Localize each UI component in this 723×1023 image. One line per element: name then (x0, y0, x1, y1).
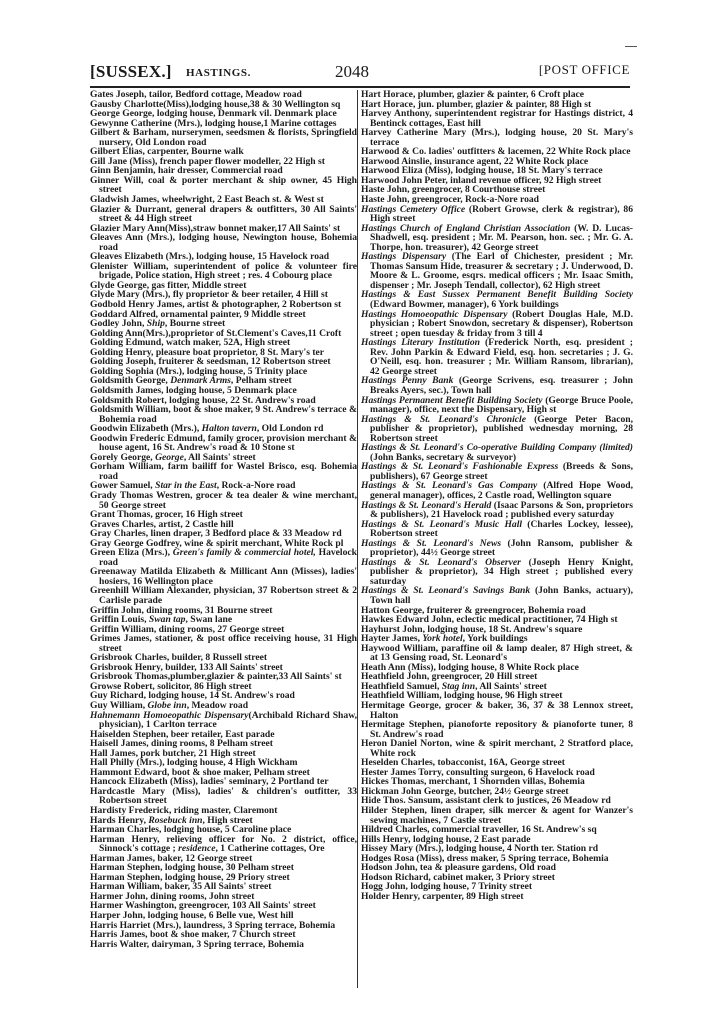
entry-text: Gilbert Elias, carpenter, Bourne walk (90, 146, 244, 158)
directory-entry (361, 415, 633, 444)
right-column (357, 90, 633, 988)
entry-text: Harvey Catherine Mary (Mrs.), lodging house, 20 St. Mary's terrace (361, 127, 633, 148)
entry-text: Green Eliza (Mrs.), (90, 547, 173, 559)
directory-entry (361, 481, 633, 500)
directory-entry (90, 548, 357, 567)
entry-text: Grisbrook Charles, builder, 8 Russell street (90, 652, 268, 664)
entry-text: Heselden Charles, tobacconist, 16A, George street (361, 757, 565, 769)
entry-text: Glyde George, gas fitter, Middle street (90, 279, 247, 291)
entry-text: Golding Sophia (Mrs.), lodging house, 5 Trinity place (90, 365, 308, 377)
entry-business-name: Hastings & St. Leonard's Savings Bank (361, 585, 531, 597)
directory-entry (361, 701, 633, 720)
directory-entry (361, 205, 633, 224)
entry-text: Hayhurst John, lodging house, 18 St. Andrew's square (361, 623, 583, 635)
entry-text: Haste John, greengrocer, Rock-a-Nore road (361, 194, 539, 206)
entry-text: Gray Charles, linen draper, 3 Bedford place & 33 Meadow rd (90, 528, 342, 540)
directory-entry (361, 128, 633, 147)
entry-text: Golding Edmund, watch maker, 52A, High street (90, 337, 291, 349)
directory-entry (90, 233, 357, 252)
entry-text: , All Saints' street (475, 680, 547, 692)
entry-text: Grisbrook Henry, builder, 133 All Saints' street (90, 661, 283, 673)
entry-text: Glazier & Durrant, general drapers & outfitters, 30 All Saints' street & 44 High street (90, 203, 357, 225)
entry-text: Griffin John, dining rooms, 31 Bourne street (90, 604, 273, 616)
directory-entry (361, 290, 633, 309)
entry-business-name: Ship (146, 318, 165, 330)
entry-business-name: Hastings Cemetery Office (361, 203, 466, 215)
entry-text: Grisbrook Thomas,plumber,glazier & painter,33 All Saints' st (90, 671, 342, 683)
directory-entry (90, 835, 357, 854)
entry-text: , Bourne street (164, 318, 226, 330)
entry-text: Ginn Benjamin, hair dresser, Commercial road (90, 165, 283, 177)
entry-text: Hancock Elizabeth (Miss), ladies' seminary, 2 Portland ter (90, 776, 329, 788)
entry-text: Hide Thos. Sansum, assistant clerk to justices, 26 Meadow rd (361, 795, 611, 807)
entry-business-name: Hastings Church of England Christian Association (361, 222, 571, 234)
entry-text: Glazier Mary Ann(Miss),straw bonnet maker,17 All Saints' st (90, 222, 341, 234)
directory-entry (90, 634, 357, 653)
directory-entry (361, 892, 633, 902)
entry-text: (George Scrivens, esq. treasurer ; John Breaks Ayers, sec.), Town hall (370, 375, 633, 396)
entry-business-name: Stag inn (441, 680, 476, 692)
entry-text: Hissey Mary (Mrs.), lodging house, 4 North ter. Station rd (361, 843, 599, 855)
entry-text: , All Saints' street (183, 451, 256, 463)
entry-text: Hammont Edward, boot & shoe maker, Pelham street (90, 766, 310, 778)
entry-text: Harris Walter, dairyman, 3 Spring terrace, Bohemia (90, 938, 304, 950)
entry-text: , Pelham street (230, 375, 292, 387)
entry-text: Goldsmith James, lodging house, 5 Denmark place (90, 384, 297, 396)
directory-entry (90, 491, 357, 510)
entry-text: Gill Jane (Miss), french paper flower modeller, 22 High st (90, 155, 325, 167)
entry-text: Golding Henry, pleasure boat proprietor, 8 St. Mary's ter (90, 346, 325, 358)
entry-text: Harman Henry, relieving officer for No. 2 district, office, Sinnock's cottage ; (90, 833, 357, 855)
directory-entry (361, 462, 633, 481)
entry-text: George George, lodging house, Denmark vil. Denmark place (90, 108, 337, 120)
entry-text: Godley John, (90, 318, 147, 330)
directory-entry (90, 787, 357, 806)
directory-entry (361, 310, 633, 339)
entry-text: Hawkes Edward John, eclectic medical practitioner, 74 High st (361, 614, 618, 626)
entry-text: Hart Horace, jun. plumber, glazier & painter, 88 High st (361, 98, 592, 110)
directory-entry (90, 434, 357, 453)
entry-business-name: Hastings & St. Leonard's Observer (361, 556, 521, 568)
entry-text: , York buildings (462, 633, 528, 645)
directory-entry (90, 128, 357, 147)
header-rule (90, 86, 630, 88)
directory-entry (361, 539, 633, 558)
entry-text: (The Earl of Chichester, president ; Mr. Thomas Sansum Hide, treasurer & secretary ; J. Underwood, D. Moore & L. Groome, esqrs. medical officers ; Mr. Isaac Smith, dispenser ; Mr. Joseph Tendall, collector), 62 High street (370, 251, 633, 291)
entry-text: Harwood Ainslie, insurance agent, 22 White Rock place (361, 155, 589, 167)
entry-text: Heron Daniel Norton, wine & spirit merchant, 2 Stratford place, White rock (361, 738, 633, 759)
entry-text: Goldsmith George, (90, 375, 171, 387)
entry-text: Harman James, baker, 12 George street (90, 852, 253, 864)
directory-entry (90, 711, 357, 730)
entry-text: , Swan lane (185, 614, 233, 626)
entry-text: , Rock-a-Nore road (216, 480, 296, 492)
directory-entry (361, 520, 633, 539)
entry-text: Hogg John, lodging house, 7 Trinity street (361, 881, 533, 893)
entry-text: Hart Horace, plumber, glazier & painter, 6 Croft place (361, 89, 585, 100)
entry-text: Golding Joseph, fruiterer & seedsman, 12 Robertson street (90, 356, 331, 368)
entry-text: Harwood & Co. ladies' outfitters & lacemen, 22 White Rock place (361, 146, 631, 158)
entry-text: Hills Henry, lodging house, 2 East parade (361, 833, 531, 845)
entry-text: Gilbert & Barham, nurserymen, seedsmen & florists, Springfield nursery, Old London road (90, 127, 357, 148)
entry-business-name: Halton tavern (201, 423, 257, 435)
entry-text: Haiselden Stephen, beer retailer, East parade (90, 728, 275, 740)
entry-text: Harman Stephen, lodging house, 30 Pelham street (90, 862, 294, 874)
entry-business-name: residence (178, 843, 216, 855)
entry-business-name: Hastings & St. Leonard's Fashionable Express (361, 461, 559, 473)
entry-text: (Charles Lockey, lessee), Robertson street (370, 518, 633, 540)
entry-business-name: Hastings & St. Leonard's Herald (361, 499, 492, 511)
entry-text: Gorely George, (90, 451, 156, 463)
entry-text: Hodson John, tea & pleasure gardens, Old road (361, 862, 557, 874)
entry-text: Harper John, lodging house, 6 Belle vue, West hill (90, 910, 294, 922)
entry-text: Harris James, boot & shoe maker, 7 Church street (90, 929, 296, 941)
entry-text: Gower Samuel, (90, 480, 156, 492)
entry-text: (Robert Douglas Hale, M.D. physician ; Robert Snowdon, secretary & dispenser), Robertson street ; open tuesday & friday from 3 till 4 (370, 308, 633, 339)
entry-text: Hayter James, (361, 633, 423, 645)
entry-text: (Archibald Richard Shaw, physician), 1 Carlton terrace (99, 709, 357, 731)
entry-business-name: Denmark Arms (170, 375, 231, 387)
directory-entry (90, 262, 357, 281)
directory-entry (90, 462, 357, 481)
entry-text: (W. D. Lucas-Shadwell, esq. president ; Mr. M. Pearson, hon. sec. ; Mr. G. A. Thorpe, hon. treasurer), 42 George street (370, 222, 634, 253)
entry-text: (Alfred Hope Wood, general manager), offices, 2 Castle road, Wellington square (370, 480, 634, 501)
entry-business-name: Hastings & East Sussex Permanent Benefit Building Society (361, 289, 633, 301)
entry-business-name: Hastings Literary Institution (361, 337, 480, 349)
entry-business-name: George (155, 451, 184, 463)
entry-text: Hickes Thomas, merchant, 1 Shornden villas, Bohemia (361, 776, 585, 788)
entry-text: Harwood Eliza (Miss), lodging house, 18 St. Mary's terrace (361, 165, 603, 177)
entry-text: Goodwin Elizabeth (Mrs.), (90, 423, 202, 435)
directory-entry (90, 405, 357, 424)
entry-text: Hermitage Stephen, pianoforte repository & pianoforte tuner, 8 St. Andrew's road (361, 719, 633, 740)
entry-text: Growse Robert, solicitor, 86 High street (90, 680, 252, 692)
entry-text: Greenaway Matilda Elizabeth & Millicant Ann (Misses), ladies' hosiers, 16 Wellington place (90, 566, 357, 587)
entry-text: Graves Charles, artist, 2 Castle hill (90, 518, 234, 530)
entry-text: Greenhill William Alexander, physician, 37 Robertson street & 2 Carlisle parade (90, 585, 357, 606)
entry-text: Harman Charles, lodging house, 5 Caroline place (90, 824, 292, 836)
directory-entry (361, 443, 633, 462)
entry-business-name: Hahnemann Homoeopathic Dispensary (90, 709, 249, 721)
entry-text: Guy Richard, lodging house, 14 St. Andrew's road (90, 690, 295, 702)
entry-text: Hodson Richard, cabinet maker, 3 Priory street (361, 871, 555, 883)
entry-text: (Breeds & Sons, publishers), 67 George street (370, 461, 633, 482)
directory-entry (361, 501, 633, 520)
entry-text: Guy William, (90, 700, 148, 711)
entry-text: Gladwish James, wheelwright, 2 East Beach st. & West st (90, 194, 324, 206)
entry-text: Haywood William, paraffine oil & lamp dealer, 87 High street, & at 13 Gensing road, St. Leonard's (361, 642, 633, 664)
town-heading: HASTINGS. (186, 67, 252, 79)
directory-entry (361, 224, 633, 253)
entry-text: Goldsmith William, boot & shoe maker, 9 St. Andrew's terrace & Bohemia road (90, 404, 357, 425)
entry-text: Harvey Anthony, superintendent registrar for Hastings district, 4 Bentinck cottages, East hill (361, 108, 633, 129)
entry-text: Hall James, pork butcher, 21 High street (90, 747, 256, 759)
entry-text: (Frederick North, esq. president ; Rev. John Parkin & Edward Field, esq. hon. secretaries ; J. G. O'Neill, esq. hon. treasurer ; Mr. William Ransom, librarian), 42 George street (370, 337, 633, 377)
publisher-heading: [POST OFFICE (538, 62, 630, 77)
directory-entry (90, 940, 357, 950)
entry-text: Gorham William, farm bailiff for Wastel Brisco, esq. Bohemia road (90, 461, 357, 482)
entry-text: (Joseph Henry Knight, publisher & proprietor), 34 High street ; published every saturday (370, 556, 634, 587)
entry-business-name: Hastings & St. Leonard's News (361, 537, 502, 549)
entry-text: Goldsmith Robert, lodging house, 22 St. Andrew's road (90, 394, 316, 406)
entry-business-name: Hastings Permanent Benefit Building Society (361, 394, 543, 406)
entry-business-name: Rosebuck inn (148, 814, 203, 826)
entry-text: (Robert Growse, clerk & registrar), 86 High street (370, 203, 633, 225)
directory-entry (361, 806, 633, 825)
directory-entry (361, 338, 633, 376)
entry-text: (Edward Bowmer, manager), 6 York buildings (370, 299, 559, 311)
left-column (90, 90, 357, 949)
directory-entry (90, 567, 357, 586)
entry-text: Hatton George, fruiterer & greengrocer, Bohemia road (361, 604, 586, 616)
entry-business-name: Green's family & commercial hotel, (172, 547, 316, 559)
directory-entry (361, 396, 633, 415)
entry-text: Hildred Charles, commercial traveller, 16 St. Andrew's sq (361, 824, 597, 836)
entry-text: Glyde Mary (Mrs.), fly proprietor & beer retailer, 4 Hill st (90, 289, 328, 301)
entry-business-name: Star in the East (155, 480, 217, 492)
entry-text: Hodges Rosa (Miss), dress maker, 5 Spring terrace, Bohemia (361, 852, 609, 864)
entry-business-name: Hastings Penny Bank (361, 375, 454, 387)
entry-text: (George Peter Bacon, publisher & proprietor), published wednesday morning, 28 Robertson street (370, 413, 633, 444)
entry-text: Gewynne Catherine (Mrs.), lodging house,1 Marine cottages (90, 117, 337, 129)
entry-business-name: Swan tap (148, 614, 186, 626)
entry-business-name: Hastings & St. Leonard's Co-operative Building Company (limited) (361, 442, 633, 454)
entry-text: Harmer John, dining rooms, John street (90, 890, 255, 902)
entry-text: Gausby Charlotte(Miss),lodging house,38 & 30 Wellington sq (90, 98, 341, 110)
entry-text: (John Ransom, publisher & proprietor), 44½ George street (370, 537, 633, 559)
county-heading: [SUSSEX.] (90, 62, 172, 81)
directory-entry (90, 176, 357, 195)
entry-text: Heathfield William, lodging house, 96 High street (361, 690, 563, 702)
entry-text: Haisell James, dining rooms, 8 Pelham street (90, 738, 273, 750)
page-corner-mark (625, 46, 637, 47)
entry-text: Goddard Alfred, ornamental painter, 9 Middle street (90, 308, 306, 320)
directory-entry (361, 109, 633, 128)
entry-text: Griffin Louis, (90, 614, 149, 626)
entry-business-name: Hastings & St. Leonard's Gas Company (361, 480, 538, 492)
directory-entry (361, 252, 633, 290)
entry-business-name: Hastings Homoeopathic Dispensary (361, 308, 508, 320)
entry-text: Hilder Stephen, linen draper, silk mercer & agent for Wanzer's sewing machines, 7 Castle street (361, 805, 633, 826)
entry-text: Goodwin Frederic Edmund, family grocer, provision merchant & house agent, 16 St. Andrew's road & 10 Stone st (90, 432, 357, 454)
directory-entry (361, 720, 633, 739)
entry-business-name: Hastings Dispensary (361, 251, 447, 263)
page-number: 2048 (335, 62, 369, 81)
page-header (90, 62, 630, 84)
entry-text: , Meadow road (186, 700, 249, 711)
entry-text: , 1 Catherine cottages, Ore (215, 843, 325, 855)
directory-entry (90, 205, 357, 224)
entry-text: , High street (202, 814, 253, 826)
entry-text: Holder Henry, carpenter, 89 High street (361, 890, 524, 902)
directory-entry (361, 739, 633, 758)
entry-text: Heathfield John, greengrocer, 20 Hill street (361, 671, 538, 683)
entry-business-name: York hotel (422, 633, 463, 645)
entry-text: Hall Philly (Mrs.), lodging house, 4 High Wickham (90, 757, 298, 769)
entry-text: Gleaves Elizabeth (Mrs.), lodging house, 15 Havelock road (90, 251, 330, 263)
entry-text: Hards Henry, (90, 814, 149, 826)
entry-text: Glenister William, superintendent of police & volunteer fire brigade, Police station, High street ; res. 4 Cobourg place (90, 260, 357, 282)
entry-text: Gleaves Ann (Mrs.), lodging house, Newington house, Bohemia road (90, 232, 357, 253)
entry-business-name: Hastings & St. Leonard's Chronicle (361, 413, 526, 425)
entry-text: Harmer Washington, greengrocer, 103 All Saints' street (90, 900, 316, 912)
entry-text: Griffin William, dining rooms, 27 George street (90, 623, 285, 635)
entry-text: Hester James Torry, consulting surgeon, 6 Havelock road (361, 766, 595, 778)
entry-text: Godbold Henry James, artist & photographer, 2 Robertson st (90, 299, 342, 311)
entry-text: Heath Ann (Miss), lodging house, 8 White Rock place (361, 661, 579, 673)
entry-text: Golding Ann(Mrs.),proprietor of St.Clement's Caves,11 Croft (90, 327, 342, 339)
entry-text: Hickman John George, butcher, 24½ George street (361, 785, 569, 797)
directory-entry (361, 376, 633, 395)
entry-text: (Isaac Parsons & Son, proprietors & publishers), 21 Havelock road ; published every saturday (370, 499, 633, 521)
directory-entry (361, 558, 633, 587)
entry-text: Harris Harriet (Mrs.), laundress, 3 Spring terrace, Bohemia (90, 919, 336, 931)
entry-text: Hermitage George, grocer & baker, 36, 37 & 38 Lennox street, Halton (361, 700, 633, 721)
entry-text: Harman Stephen, lodging house, 29 Priory street (90, 871, 290, 883)
entry-text: Ginner Will, coal & porter merchant & ship owner, 45 High street (90, 174, 357, 196)
directory-entry (361, 586, 633, 605)
entry-text: Gray George Godfrey, wine & spirit merchant, White Rock pl (90, 537, 344, 549)
entry-text: , Old London rd (256, 423, 324, 435)
entry-text: Hardcastle Mary (Miss), ladies' & children's outfitter, 33 Robertson street (90, 785, 357, 807)
entry-text: Gates Joseph, tailor, Bedford cottage, Meadow road (90, 89, 302, 100)
directory-entry (90, 586, 357, 605)
directory-entry (361, 644, 633, 663)
entry-text: Harwood John Peter, inland revenue officer, 92 High street (361, 174, 602, 186)
entry-text: (George Bruce Poole, manager), office, next the Dispensary, High st (370, 394, 633, 416)
entry-text: Hardisty Frederick, riding master, Claremont (90, 805, 278, 817)
entry-text: (John Banks, actuary), Town hall (370, 585, 633, 606)
entry-text: Haste John, greengrocer, 8 Courthouse street (361, 184, 546, 196)
entry-text: (John Banks, secretary & surveyor) (370, 451, 517, 463)
entry-text: Harman William, baker, 35 All Saints' street (90, 881, 272, 893)
entry-text: Grimes James, stationer, & post office receiving house, 31 High street (90, 633, 357, 654)
entry-text: Grant Thomas, grocer, 16 High street (90, 509, 243, 521)
entry-text: Heathfield Samuel, (361, 680, 442, 692)
entry-text: Grady Thomas Westren, grocer & tea dealer & wine merchant, 50 George street (90, 489, 357, 511)
entry-text: Havelock road (99, 547, 357, 568)
entry-business-name: Globe inn (147, 700, 187, 711)
entry-business-name: Hastings & St. Leonard's Music Hall (361, 518, 523, 530)
